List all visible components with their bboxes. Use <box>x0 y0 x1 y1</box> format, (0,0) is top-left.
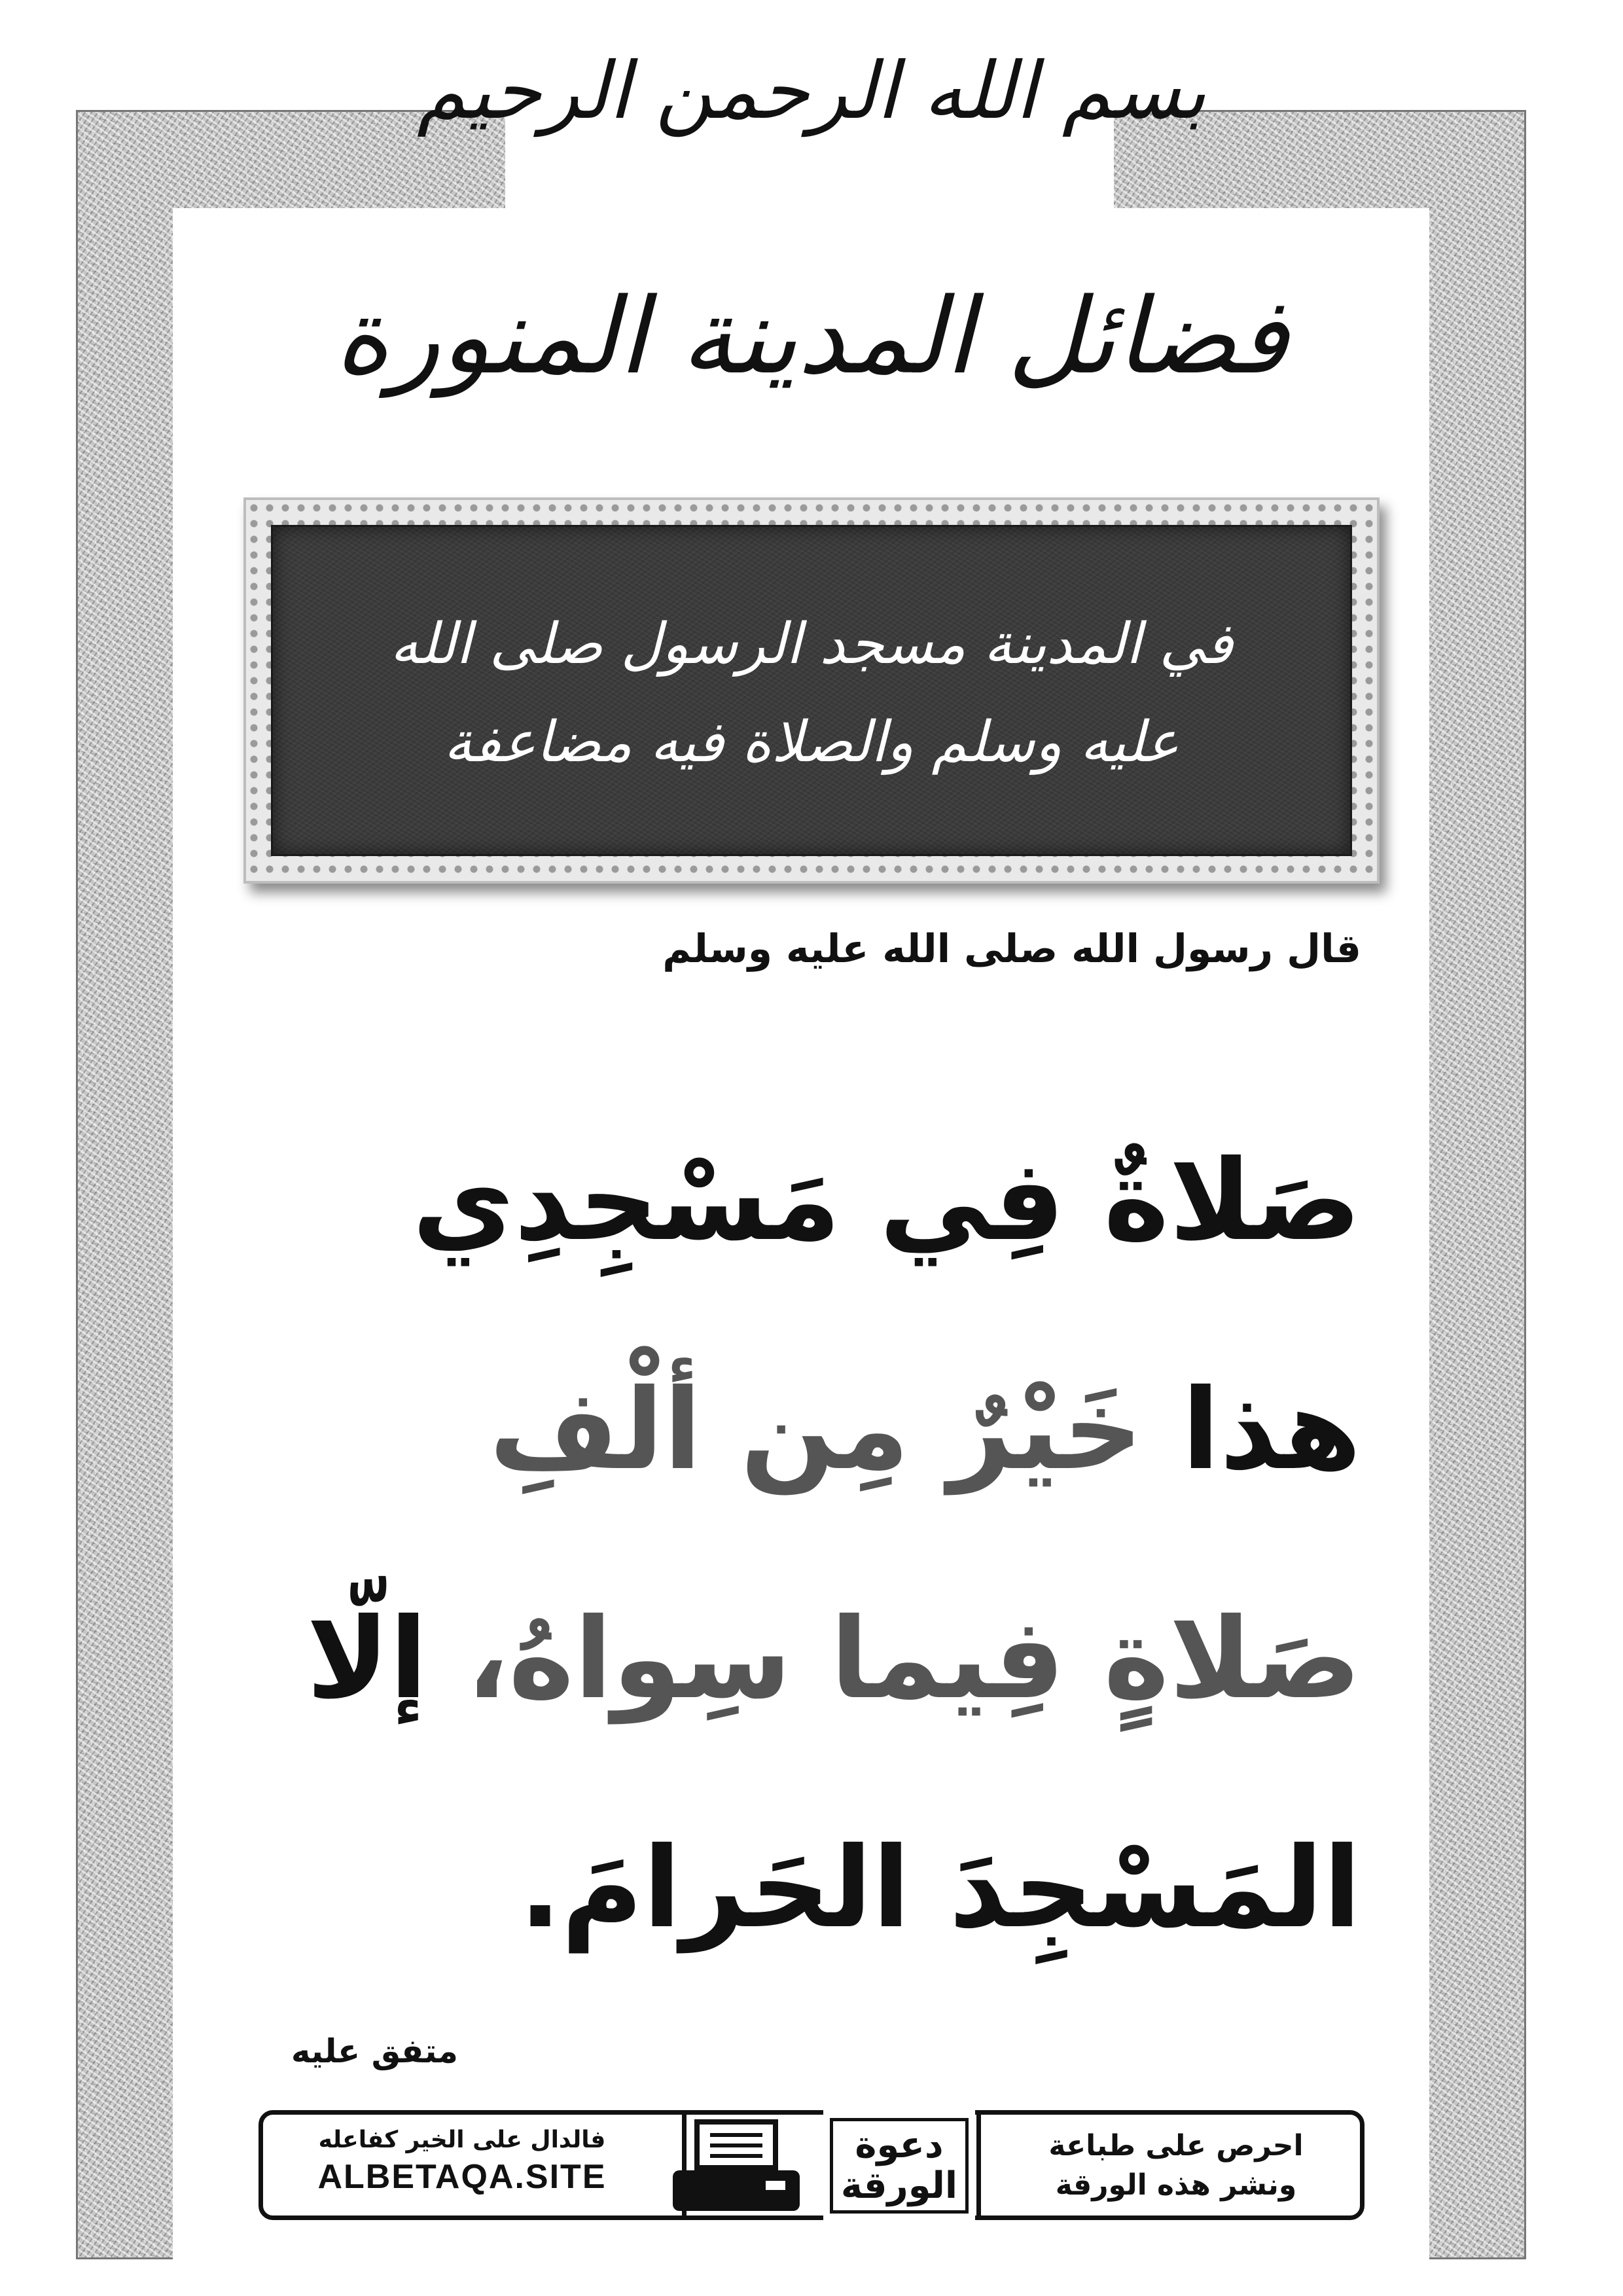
footer-note-line-2: ونشر هذه الورقة <box>1055 2168 1297 2202</box>
brand-logo <box>823 2108 975 2223</box>
printer-icon <box>668 2118 805 2216</box>
hadith-line-4 <box>223 1774 1400 2003</box>
info-line-1: في المدينة مسجد الرسول صلى الله <box>389 611 1234 677</box>
hadith-word-hatha: هذا <box>1181 1365 1361 1495</box>
hadith-word-illa: إلّا <box>306 1594 428 1724</box>
basmala: بسم الله الرحمن الرحيم <box>416 46 1207 137</box>
brand-logo-box <box>830 2118 969 2214</box>
page-title: فضائل المدينة المنورة <box>334 275 1289 397</box>
footer-slogan: فالدال على الخير كفاعله <box>318 2126 606 2153</box>
hadith-line-3 <box>223 1545 1400 1774</box>
hadith-phrase-grey-2: صَلاةٍ فِيما سِواهُ، <box>466 1594 1361 1724</box>
hadith-end-mark: . <box>519 1823 562 1953</box>
footer-note-line-1: احرص على طباعة <box>1048 2129 1304 2162</box>
hadith-line-2 <box>223 1316 1400 1545</box>
info-line-2: عليه وسلم والصلاة فيه مضاعفة <box>443 709 1179 775</box>
hadith-phrase-grey-1: خَيْرٌ مِن ألْفِ <box>489 1365 1143 1495</box>
hadith-text <box>223 1086 1400 2003</box>
footer-site-link[interactable]: ALBETAQA.SITE <box>317 2158 607 2196</box>
logo-line-1: دعوة <box>855 2124 944 2166</box>
hadith-intro: قال رسول الله صلى الله عليه وسلم <box>662 926 1361 972</box>
hadith-source: متفق عليه <box>291 2032 458 2070</box>
footer-divider <box>976 2115 981 2215</box>
hadith-line-1: صَلاةٌ فِي مَسْجِدِي <box>412 1136 1361 1266</box>
logo-line-2: الورقة <box>840 2164 958 2207</box>
footer-note <box>1016 2126 1336 2205</box>
hadith-line-4-text: المَسْجِدَ الحَرامَ <box>561 1823 1361 1953</box>
info-box-panel <box>271 525 1352 856</box>
info-box <box>243 497 1380 884</box>
info-box-text <box>273 595 1350 791</box>
footer-left <box>272 2117 652 2197</box>
footer-bar <box>259 2110 1364 2220</box>
